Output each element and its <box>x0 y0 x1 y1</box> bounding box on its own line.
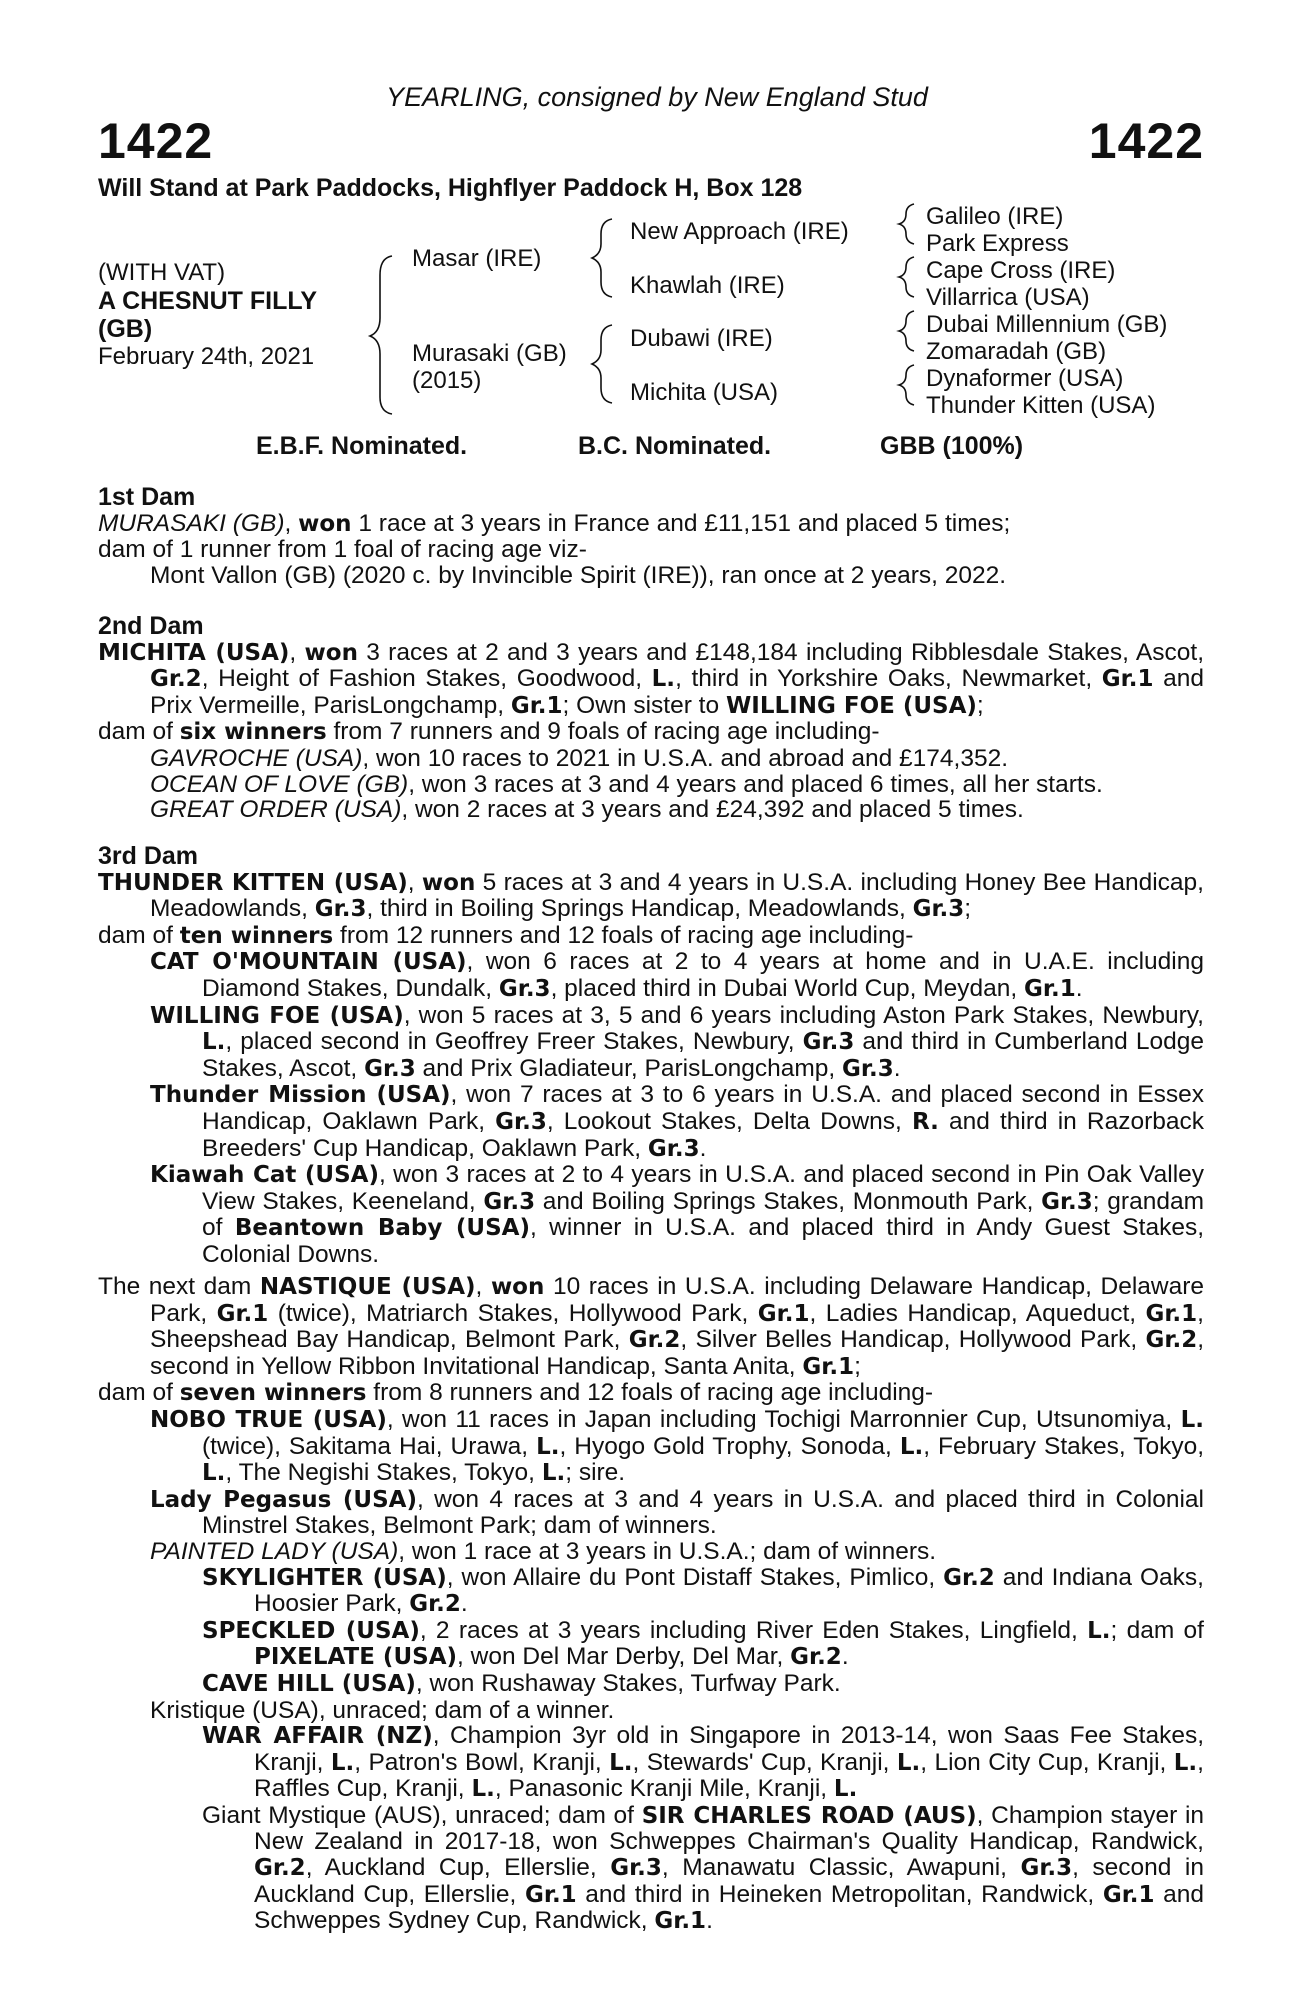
pedigree-dam-dam: Michita (USA) <box>630 379 779 406</box>
ebf-nomination: E.B.F. Nominated. <box>256 432 468 460</box>
list-item: Kristique (USA), unraced; dam of a winner. <box>150 1696 615 1724</box>
next-dam-produce-summary: dam of seven winners from 8 runners and 12 foals of racing age including- <box>98 1379 934 1407</box>
list-item: Lady Pegasus (USA), won 4 races at 3 and 4 years in U.S.A. and placed third in Colonial Minstrel Stakes, Belmont Park; dam of winners. <box>150 1485 1204 1540</box>
third-dam-heading: 3rd Dam <box>98 842 199 870</box>
first-dam-section <box>98 485 1204 588</box>
second-dam-heading: 2nd Dam <box>98 612 204 640</box>
third-dam-produce-summary: dam of ten winners from 12 runners and 12 foals of racing age including- <box>98 921 914 949</box>
list-item: PAINTED LADY (USA), won 1 race at 3 years in U.S.A.; dam of winners. <box>150 1537 937 1565</box>
list-item: Kiawah Cat (USA), won 3 races at 2 to 4 years in U.S.A. and placed second in Pin Oak Valley View Stakes, Keeneland, Gr.3 and Boiling Springs Stakes, Monmouth Park, Gr.3; grandam of Beantown Baby (USA), winner in U.S.A. and placed third in Andy Guest Stakes, Colonial Downs. <box>150 1161 1205 1268</box>
lot-number-left: 1422 <box>98 113 214 169</box>
second-dam-section <box>98 614 1204 823</box>
next-dam-section <box>98 1274 1204 1935</box>
list-item: NOBO TRUE (USA), won 11 races in Japan including Tochigi Marronnier Cup, Utsunomiya, L. (twice), Sakitama Hai, Urawa, L., Hyogo Gold Trophy, Sonoda, L., February Stakes, Tokyo, L., The Negishi Stakes, Tokyo, L.; sire. <box>150 1405 1204 1487</box>
horse-country: (GB) <box>98 315 153 343</box>
second-dam-name: MICHITA (USA) <box>98 639 290 666</box>
pedigree-gen3-4: Villarrica (USA) <box>926 284 1090 311</box>
first-dam-heading: 1st Dam <box>98 483 196 511</box>
pedigree-gen3-3: Cape Cross (IRE) <box>926 257 1116 284</box>
second-dam-record: MICHITA (USA), won 3 races at 2 and 3 years and £148,184 including Ribblesdale Stakes, Ascot, Gr.2, Height of Fashion Stakes, Goodwood, L., third in Yorkshire Oaks, Newmarket, Gr.1 and Prix Vermeille, ParisLongchamp, Gr.1; Own sister to WILLING FOE (USA); <box>98 638 1204 719</box>
pedigree-sire-dam: Khawlah (IRE) <box>630 272 785 299</box>
next-dam-record: The next dam NASTIQUE (USA), won 10 races in U.S.A. including Delaware Handicap, Delaware Park, Gr.1 (twice), Matriarch Stakes, Hollywood Park, Gr.1, Ladies Handicap, Aqueduct, Gr.1, Sheepshead Bay Handicap, Belmont Park, Gr.2, Silver Belles Handicap, Hollywood Park, Gr.2, second in Yellow Ribbon Invitational Handicap, Santa Anita, Gr.1; <box>98 1273 1205 1380</box>
first-dam-produce-summary: dam of 1 runner from 1 foal of racing age viz- <box>98 536 587 564</box>
stabling-location: Will Stand at Park Paddocks, Highflyer Paddock H, Box 128 <box>98 174 803 202</box>
list-item: Thunder Mission (USA), won 7 races at 3 to 6 years in U.S.A. and placed second in Essex Handicap, Oaklawn Park, Gr.3, Lookout Stakes, Delta Downs, R. and third in Razorback Breeders' Cup Handicap, Oaklawn Park, Gr.3. <box>150 1081 1205 1162</box>
list-item: WAR AFFAIR (NZ), Champion 3yr old in Singapore in 2013-14, won Saas Fee Stakes, Kranji, L., Patron's Bowl, Kranji, L., Stewards' Cup, Kranji, L., Lion City Cup, Kranji, L., Raffles Cup, Kranji, L., Panasonic Kranji Mile, Kranji, L. <box>202 1722 1205 1803</box>
second-dam-produce-summary: dam of six winners from 7 runners and 9 foals of racing age including- <box>98 718 880 746</box>
pedigree-sire: Masar (IRE) <box>412 245 542 272</box>
list-item: SKYLIGHTER (USA), won Allaire du Pont Distaff Stakes, Pimlico, Gr.2 and Indiana Oaks, Hoosier Park, Gr.2. <box>202 1563 1204 1618</box>
consignor-line: YEARLING, consigned by New England Stud <box>386 82 928 112</box>
list-item: CAVE HILL (USA), won Rushaway Stakes, Turfway Park. <box>202 1669 841 1697</box>
pedigree-dam: Murasaki (GB) <box>412 340 567 367</box>
pedigree-gen3-7: Dynaformer (USA) <box>926 365 1124 392</box>
first-dam-progeny: Mont Vallon (GB) (2020 c. by Invincible Spirit (IRE)), ran once at 2 years, 2022. <box>150 561 1007 589</box>
list-item: SPECKLED (USA), 2 races at 3 years including River Eden Stakes, Lingfield, L.; dam of PIXELATE (USA), won Del Mar Derby, Del Mar, Gr.2. <box>202 1616 1204 1671</box>
pedigree-gen3-1: Galileo (IRE) <box>926 203 1064 230</box>
bc-nomination: B.C. Nominated. <box>578 432 772 460</box>
pedigree-gen3-6: Zomaradah (GB) <box>926 338 1107 365</box>
third-dam-record: THUNDER KITTEN (USA), won 5 races at 3 and 4 years in U.S.A. including Honey Bee Handicap, Meadowlands, Gr.3, third in Boiling Springs Handicap, Meadowlands, Gr.3; <box>98 868 1204 923</box>
pedigree-sire-sire: New Approach (IRE) <box>630 218 849 245</box>
pedigree-gen3-8: Thunder Kitten (USA) <box>926 392 1156 419</box>
horse-description: A CHESNUT FILLY <box>98 287 317 315</box>
vat-note: (WITH VAT) <box>98 259 226 286</box>
next-dam-name: NASTIQUE (USA) <box>259 1274 476 1300</box>
list-item: WILLING FOE (USA), won 5 races at 3, 5 and 6 years including Aston Park Stakes, Newbury, L., placed second in Geoffrey Freer Stakes, Newbury, Gr.3 and third in Cumberland Lodge Stakes, Ascot, Gr.3 and Prix Gladiateur, ParisLongchamp, Gr.3. <box>150 1001 1204 1082</box>
first-dam-name: MURASAKI (GB) <box>98 509 285 537</box>
lot-number-right: 1422 <box>1088 113 1204 169</box>
list-item: OCEAN OF LOVE (GB), won 3 races at 3 and 4 years and placed 6 times, all her starts. <box>150 770 1103 798</box>
foaling-date: February 24th, 2021 <box>98 343 315 370</box>
first-dam-record: MURASAKI (GB), won 1 race at 3 years in France and £11,151 and placed 5 times; <box>98 509 1011 537</box>
third-dam-name: THUNDER KITTEN (USA) <box>98 869 408 896</box>
pedigree-dam-sire: Dubawi (IRE) <box>630 325 773 352</box>
list-item: GAVROCHE (USA), won 10 races to 2021 in U.S.A. and abroad and £174,352. <box>150 744 1009 772</box>
pedigree-gen3-5: Dubai Millennium (GB) <box>926 311 1168 338</box>
list-item: GREAT ORDER (USA), won 2 races at 3 years and £24,392 and placed 5 times. <box>150 796 1024 824</box>
pedigree-gen3-2: Park Express <box>926 230 1069 257</box>
third-dam-section <box>98 844 1204 1268</box>
pedigree-dam-year: (2015) <box>412 367 482 394</box>
gbb-status: GBB (100%) <box>880 432 1024 460</box>
list-item: CAT O'MOUNTAIN (USA), won 6 races at 2 to 4 years at home and in U.A.E. including Diamond Stakes, Dundalk, Gr.3, placed third in Dubai World Cup, Meydan, Gr.1. <box>150 948 1205 1002</box>
list-item: Giant Mystique (AUS), unraced; dam of SIR CHARLES ROAD (AUS), Champion stayer in New Zealand in 2017-18, won Schweppes Chairman's Quality Handicap, Randwick, Gr.2, Auckland Cup, Ellerslie, Gr.3, Manawatu Classic, Awapuni, Gr.3, second in Auckland Cup, Ellerslie, Gr.1 and third in Heineken Metropolitan, Randwick, Gr.1 and Schweppes Sydney Cup, Randwick, Gr.1. <box>202 1801 1205 1935</box>
